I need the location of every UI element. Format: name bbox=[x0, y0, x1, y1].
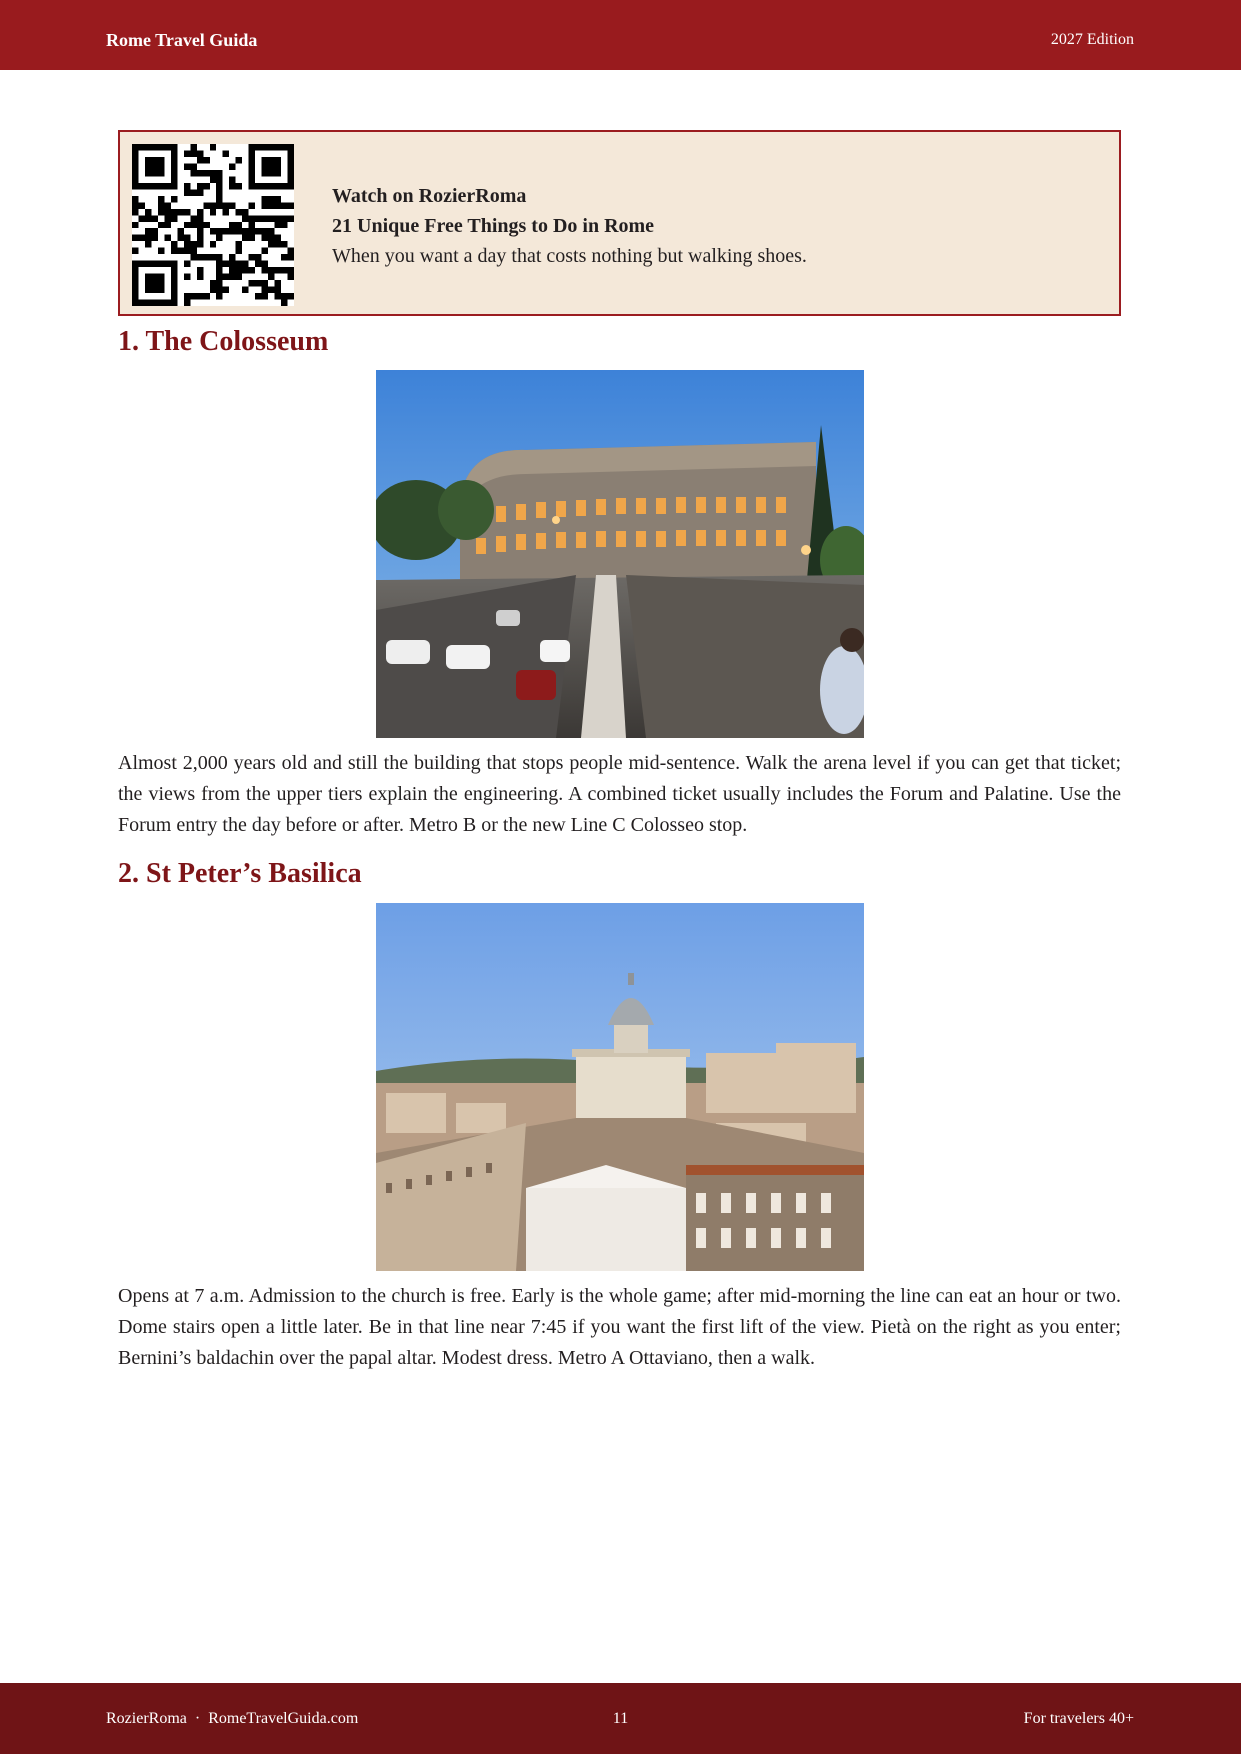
page-footer bbox=[0, 1683, 1241, 1754]
page-header bbox=[0, 0, 1241, 70]
footer-credits bbox=[106, 1710, 358, 1728]
header-edition: 2027 Edition bbox=[1050, 31, 1134, 48]
promo-video-title: 21 Unique Free Things to Do in Rome bbox=[332, 215, 655, 237]
footer-separator: · bbox=[194, 1710, 201, 1727]
footer-channel: RozierRoma bbox=[106, 1710, 187, 1727]
section-body-st-peters: Opens at 7 a.m. Admission to the church is free. Early is the whole game; after mid-morning the line can eat an hour or two. Dome stairs open a little later. Be in that line near 7:45 if you want the first lift of the view. Pietà on the right as you enter; Bernini’s baldachin over the papal altar. Modest dress. Metro A Ottaviano, then a walk. bbox=[118, 1285, 1121, 1369]
promo-tagline: When you want a day that costs nothing but walking shoes. bbox=[332, 245, 807, 267]
promo-text bbox=[332, 181, 807, 271]
st-peters-basilica-photo bbox=[376, 903, 864, 1271]
section-body-colosseum: Almost 2,000 years old and still the building that stops people mid-sentence. Walk the arena level if you can get that ticket; the views from the upper tiers explain the engineering. A combined ticket usually includes the Forum and Palatine. Use the Forum entry the day before or after. Metro B or the new Line C Colosseo stop. bbox=[118, 752, 1121, 836]
section-heading-colosseum: 1. The Colosseum bbox=[118, 326, 329, 357]
footer-audience: For travelers 40+ bbox=[1023, 1710, 1134, 1727]
colosseum-photo bbox=[376, 370, 864, 738]
section-heading-st-peters: 2. St Peter’s Basilica bbox=[118, 858, 362, 889]
video-promo-box bbox=[118, 130, 1121, 316]
footer-page-number: 11 bbox=[612, 1710, 629, 1727]
promo-channel: Watch on RozierRoma bbox=[332, 185, 527, 207]
footer-website: RomeTravelGuida.com bbox=[208, 1710, 359, 1727]
header-brand: Rome Travel Guida bbox=[106, 30, 258, 50]
qr-code-icon[interactable] bbox=[132, 144, 294, 306]
